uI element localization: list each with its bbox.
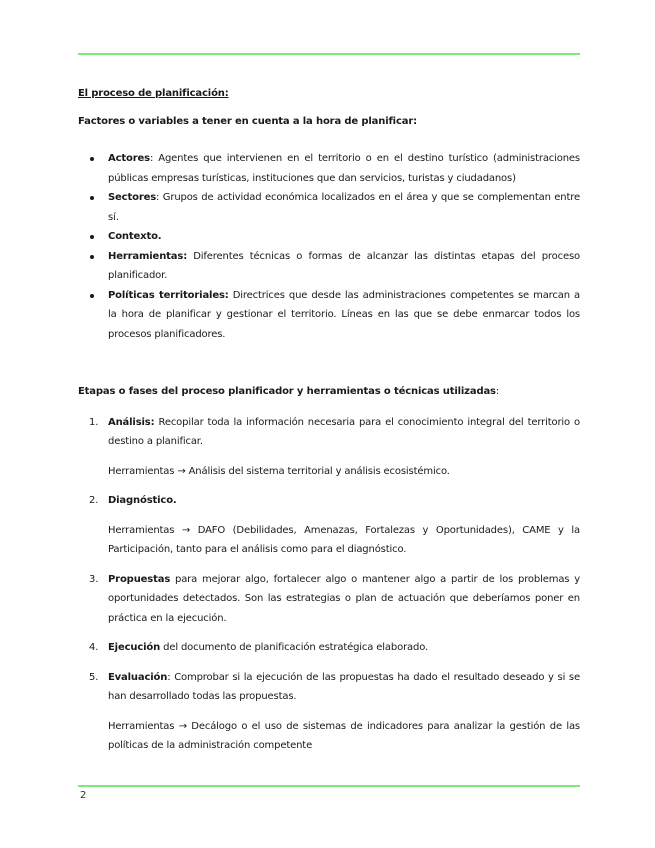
footer-rule <box>78 785 580 787</box>
stage-item <box>78 570 580 629</box>
item-text: Diferentes técnicas o formas de alcanzar las distintas etapas del proceso planificador. <box>108 250 580 281</box>
list-item <box>78 286 580 345</box>
stage-text: para mejorar algo, fortalecer algo o mantener algo a partir de los problemas y oportunidades detectados. Son las estrategias o plan de actuación que deberíamos poner en práctica en la ejecución. <box>108 573 580 624</box>
list-item: Actores: Agentes que intervienen en el territorio o en el destino turístico (administraciones públicas empresas turísticas, instituciones que dan servicios, turistas y ciudadanos) <box>78 149 580 188</box>
item-label: Herramientas: <box>108 250 188 262</box>
stage-label: Diagnóstico. <box>108 495 177 506</box>
stage-tools: Herramientas → DAFO (Debilidades, Amenazas, Fortalezas y Oportunidades), CAME y la Participación, tanto para el análisis como para el diagnóstico. <box>108 524 580 555</box>
document-body <box>78 84 580 766</box>
stage-number: 4. <box>89 642 99 653</box>
list-item <box>78 227 580 247</box>
stage-item <box>78 638 580 658</box>
stages-heading: Etapas o fases del proceso planificador y herramientas o técnicas utilizadas: <box>78 386 500 397</box>
stage-label: Propuestas <box>108 573 171 585</box>
stage-label: Ejecución <box>108 642 161 653</box>
stage-item <box>78 413 580 482</box>
stage-number: 2. <box>89 495 99 506</box>
stage-tools: Herramientas → Decálogo o el uso de sistemas de indicadores para analizar la gestión de las políticas de la administración competente <box>108 720 580 751</box>
stage-item <box>78 491 580 560</box>
item-label: Sectores <box>108 192 157 203</box>
section-title: El proceso de planificación: <box>78 88 229 99</box>
item-text: Directrices que desde las administraciones competentes se marcan a la hora de planificar y gestionar el territorio. Líneas en las que se debe enmarcar todos los procesos planificadores. <box>108 289 581 340</box>
stage-number: 1. <box>89 416 99 428</box>
stage-label: Evaluación <box>108 671 168 683</box>
item-text: Agentes que intervienen en el territorio o en el destino turístico (administraciones públicas empresas turísticas, instituciones que dan servicios, turistas y ciudadanos) <box>108 153 580 184</box>
stage-number: 3. <box>89 573 99 585</box>
stage-text: : Comprobar si la ejecución de las propuestas ha dado el resultado deseado y si se han desarrollado todas las propuestas. <box>108 671 580 702</box>
stage-tools: Herramientas → Análisis del sistema territorial y análisis ecosistémico. <box>108 465 450 477</box>
stage-label: Análisis: <box>108 416 155 428</box>
stages-list <box>78 413 580 756</box>
item-text: Grupos de actividad económica localizados en el área y que se complementan entre sí. <box>108 192 580 223</box>
factors-heading: Factores o variables a tener en cuenta a la hora de planificar: <box>78 115 417 127</box>
stage-text: del documento de planificación estratégica elaborado. <box>160 642 429 653</box>
list-item: Sectores: Grupos de actividad económica localizados en el área y que se complementan entre sí. <box>78 188 580 227</box>
header-rule <box>78 53 580 55</box>
list-item <box>78 247 580 286</box>
stage-text: Recopilar toda la información necesaria para el conocimiento integral del territorio o destino a planificar. <box>108 416 580 447</box>
item-label: Actores <box>108 153 150 164</box>
stage-item <box>78 668 580 756</box>
page-number: 2 <box>80 790 87 801</box>
factors-list <box>78 149 580 344</box>
item-label: Políticas territoriales: <box>108 289 229 301</box>
stage-number: 5. <box>89 671 99 683</box>
item-label: Contexto. <box>108 231 162 242</box>
